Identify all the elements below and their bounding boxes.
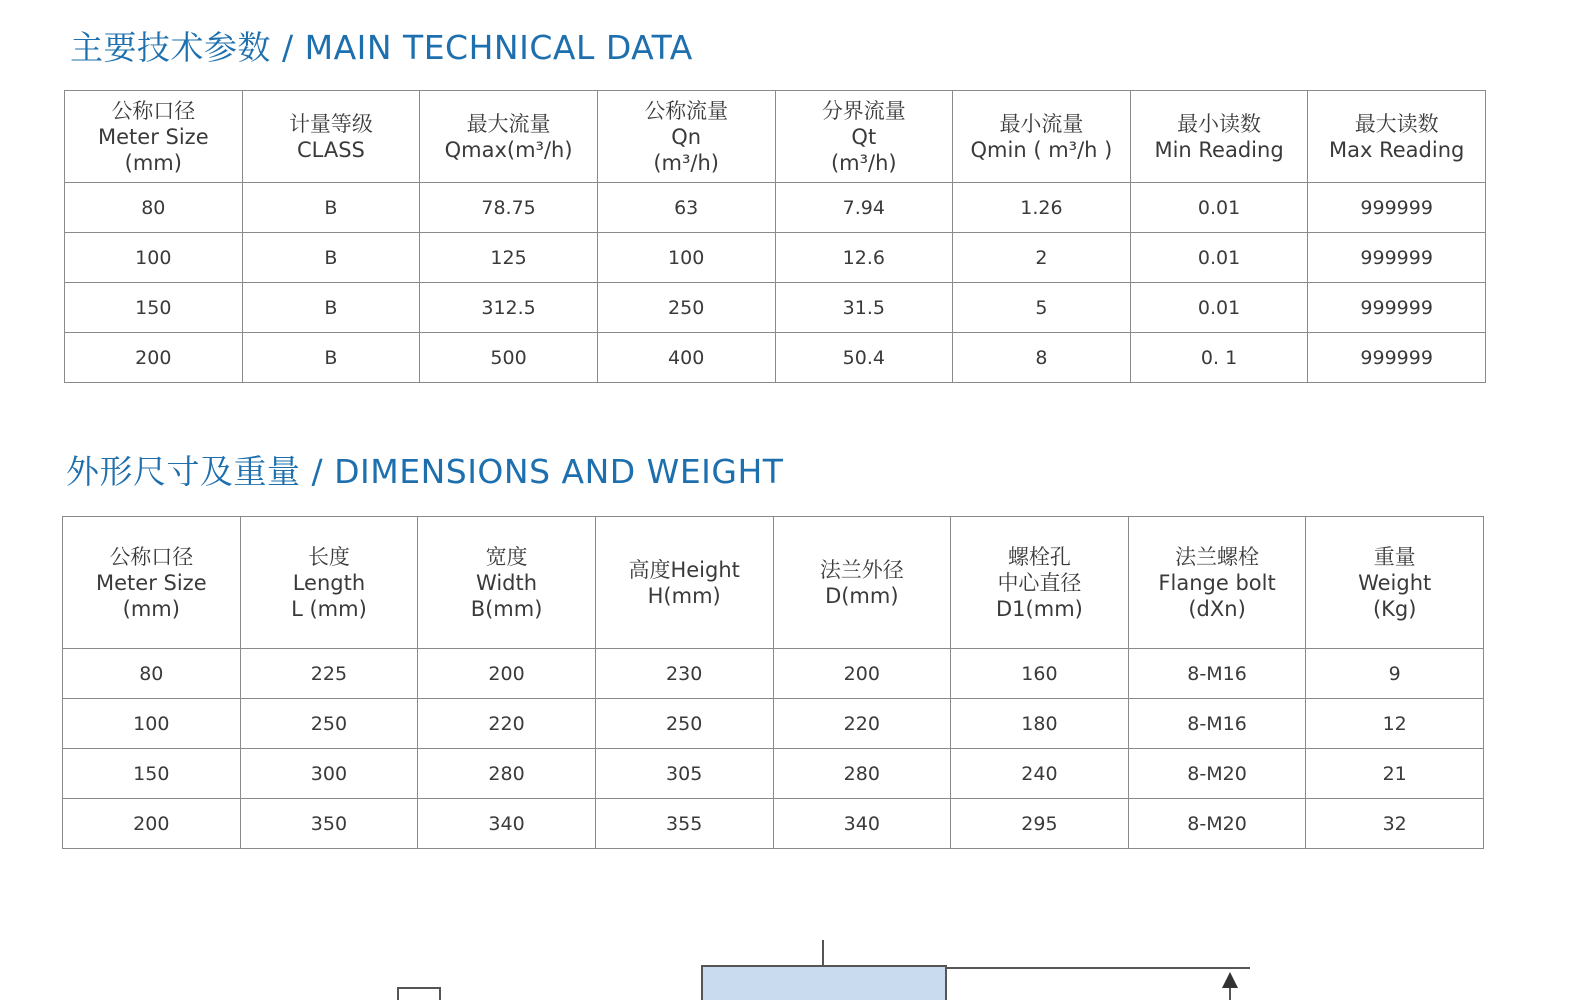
table-cell: 7.94 <box>775 183 953 233</box>
table-cell: 100 <box>597 233 775 283</box>
column-header-line: 宽度 <box>485 544 528 569</box>
table-cell: B <box>242 183 420 233</box>
table-cell: 999999 <box>1308 333 1486 383</box>
table-cell: 200 <box>63 799 241 849</box>
column-header <box>1308 91 1486 183</box>
column-header-line: Qmax(m³/h) <box>444 137 573 162</box>
table-cell: 160 <box>951 649 1129 699</box>
table-cell: 0.01 <box>1130 283 1308 333</box>
table-cell: 295 <box>951 799 1129 849</box>
table-cell: 31.5 <box>775 283 953 333</box>
table-cell: 21 <box>1306 749 1484 799</box>
column-header-line: 最大流量 <box>466 111 551 136</box>
table-cell: 9 <box>1306 649 1484 699</box>
column-header-line: D(mm) <box>825 583 899 608</box>
table-row <box>63 749 1484 799</box>
column-header-line: L (mm) <box>291 596 367 621</box>
column-header-line: 最小读数 <box>1177 111 1262 136</box>
table-row <box>63 799 1484 849</box>
table-cell: 200 <box>65 333 243 383</box>
column-header-line: (dXn) <box>1188 596 1246 621</box>
column-header <box>773 517 951 649</box>
column-header-line: Weight <box>1358 570 1432 595</box>
table-cell: 400 <box>597 333 775 383</box>
column-header-line: 高度Height <box>628 557 740 582</box>
column-header-line: 法兰外径 <box>819 557 904 582</box>
column-header-line: Meter Size <box>96 570 207 595</box>
table-cell: 100 <box>65 233 243 283</box>
column-header <box>240 517 418 649</box>
column-header-line: Meter Size <box>98 124 209 149</box>
table-cell: 50.4 <box>775 333 953 383</box>
column-header-line: Width <box>476 570 538 595</box>
table-cell: 100 <box>63 699 241 749</box>
table-cell: B <box>242 233 420 283</box>
table-cell: 125 <box>420 233 598 283</box>
table-cell: 150 <box>65 283 243 333</box>
table-cell: 1.26 <box>953 183 1131 233</box>
table-row <box>63 649 1484 699</box>
table-cell: 8-M20 <box>1128 749 1306 799</box>
table-cell: 8-M16 <box>1128 699 1306 749</box>
table-cell: 220 <box>418 699 596 749</box>
table-cell: 500 <box>420 333 598 383</box>
column-header-line: 重量 <box>1373 544 1416 569</box>
column-header-line: 长度 <box>307 544 350 569</box>
table-cell: 0.01 <box>1130 233 1308 283</box>
column-header <box>65 91 243 183</box>
table-row <box>65 283 1486 333</box>
table-cell: 0.01 <box>1130 183 1308 233</box>
table-row <box>63 699 1484 749</box>
table-cell: 8 <box>953 333 1131 383</box>
column-header-line: (mm) <box>122 596 180 621</box>
table-cell: 12 <box>1306 699 1484 749</box>
column-header-line: H(mm) <box>647 583 721 608</box>
column-header-line: Min Reading <box>1154 137 1284 162</box>
meter-dimension-drawing <box>0 930 1580 1000</box>
column-header <box>1306 517 1484 649</box>
column-header <box>951 517 1129 649</box>
table-cell: 0. 1 <box>1130 333 1308 383</box>
column-header-line: B(mm) <box>470 596 543 621</box>
column-header-line: 公称流量 <box>644 98 729 123</box>
table-header-row <box>65 91 1486 183</box>
column-header-line: 公称口径 <box>111 98 196 123</box>
technical-data-table <box>64 90 1486 383</box>
table-cell: 340 <box>418 799 596 849</box>
section-title-technical-data: 主要技术参数 / MAIN TECHNICAL DATA <box>70 28 693 67</box>
column-header-line: (m³/h) <box>653 150 720 175</box>
dimensions-table <box>62 516 1484 849</box>
table-cell: 340 <box>773 799 951 849</box>
table-row <box>65 183 1486 233</box>
column-header <box>63 517 241 649</box>
table-cell: 220 <box>773 699 951 749</box>
drawing-meter-body <box>702 966 946 1000</box>
column-header-line: 分界流量 <box>821 98 906 123</box>
table-cell: 312.5 <box>420 283 598 333</box>
table-cell: 350 <box>240 799 418 849</box>
column-header-line: 法兰螺栓 <box>1175 544 1260 569</box>
table-cell: 63 <box>597 183 775 233</box>
column-header-line: Qmin ( m³/h ) <box>970 137 1113 162</box>
table-cell: 200 <box>773 649 951 699</box>
column-header <box>242 91 420 183</box>
table-cell: 78.75 <box>420 183 598 233</box>
column-header-line: 螺栓孔 <box>1007 544 1071 569</box>
column-header-line: D1(mm) <box>996 596 1083 621</box>
table-cell: 200 <box>418 649 596 699</box>
table-cell: 999999 <box>1308 233 1486 283</box>
table-row <box>65 233 1486 283</box>
table-cell: 355 <box>595 799 773 849</box>
column-header <box>420 91 598 183</box>
column-header <box>1128 517 1306 649</box>
table-cell: 2 <box>953 233 1131 283</box>
column-header-line: (Kg) <box>1372 596 1417 621</box>
table-cell: 280 <box>773 749 951 799</box>
column-header-line: CLASS <box>297 137 365 162</box>
column-header <box>1130 91 1308 183</box>
table-row <box>65 333 1486 383</box>
column-header-line: (m³/h) <box>830 150 897 175</box>
table-cell: 250 <box>595 699 773 749</box>
table-cell: 250 <box>240 699 418 749</box>
column-header-line: Qn <box>671 124 702 149</box>
column-header <box>595 517 773 649</box>
table-cell: 8-M16 <box>1128 649 1306 699</box>
column-header-line: Flange bolt <box>1158 570 1276 595</box>
table-cell: 8-M20 <box>1128 799 1306 849</box>
table-cell: 5 <box>953 283 1131 333</box>
column-header-line: 最大读数 <box>1354 111 1439 136</box>
column-header-line: Qt <box>851 124 877 149</box>
column-header <box>775 91 953 183</box>
column-header-line: 计量等级 <box>288 111 373 136</box>
table-cell: 150 <box>63 749 241 799</box>
table-cell: 305 <box>595 749 773 799</box>
column-header <box>418 517 596 649</box>
table-cell: 250 <box>597 283 775 333</box>
table-cell: 80 <box>63 649 241 699</box>
table-cell: B <box>242 283 420 333</box>
column-header <box>953 91 1131 183</box>
table-cell: B <box>242 333 420 383</box>
column-header-line: Length <box>292 570 366 595</box>
column-header <box>597 91 775 183</box>
column-header-line: (mm) <box>124 150 182 175</box>
table-cell: 180 <box>951 699 1129 749</box>
column-header-line: 公称口径 <box>109 544 194 569</box>
table-cell: 32 <box>1306 799 1484 849</box>
column-header-line: 中心直径 <box>997 570 1082 595</box>
table-cell: 230 <box>595 649 773 699</box>
table-cell: 280 <box>418 749 596 799</box>
table-cell: 12.6 <box>775 233 953 283</box>
section-title-dimensions: 外形尺寸及重量 / DIMENSIONS AND WEIGHT <box>66 452 784 491</box>
table-header-row <box>63 517 1484 649</box>
table-cell: 999999 <box>1308 183 1486 233</box>
table-cell: 300 <box>240 749 418 799</box>
column-header-line: Max Reading <box>1329 137 1465 162</box>
table-cell: 225 <box>240 649 418 699</box>
table-cell: 240 <box>951 749 1129 799</box>
drawing-arrow-head <box>1222 972 1238 988</box>
drawing-small-box <box>398 988 440 1000</box>
table-cell: 80 <box>65 183 243 233</box>
column-header-line: 最小流量 <box>999 111 1084 136</box>
table-cell: 999999 <box>1308 283 1486 333</box>
